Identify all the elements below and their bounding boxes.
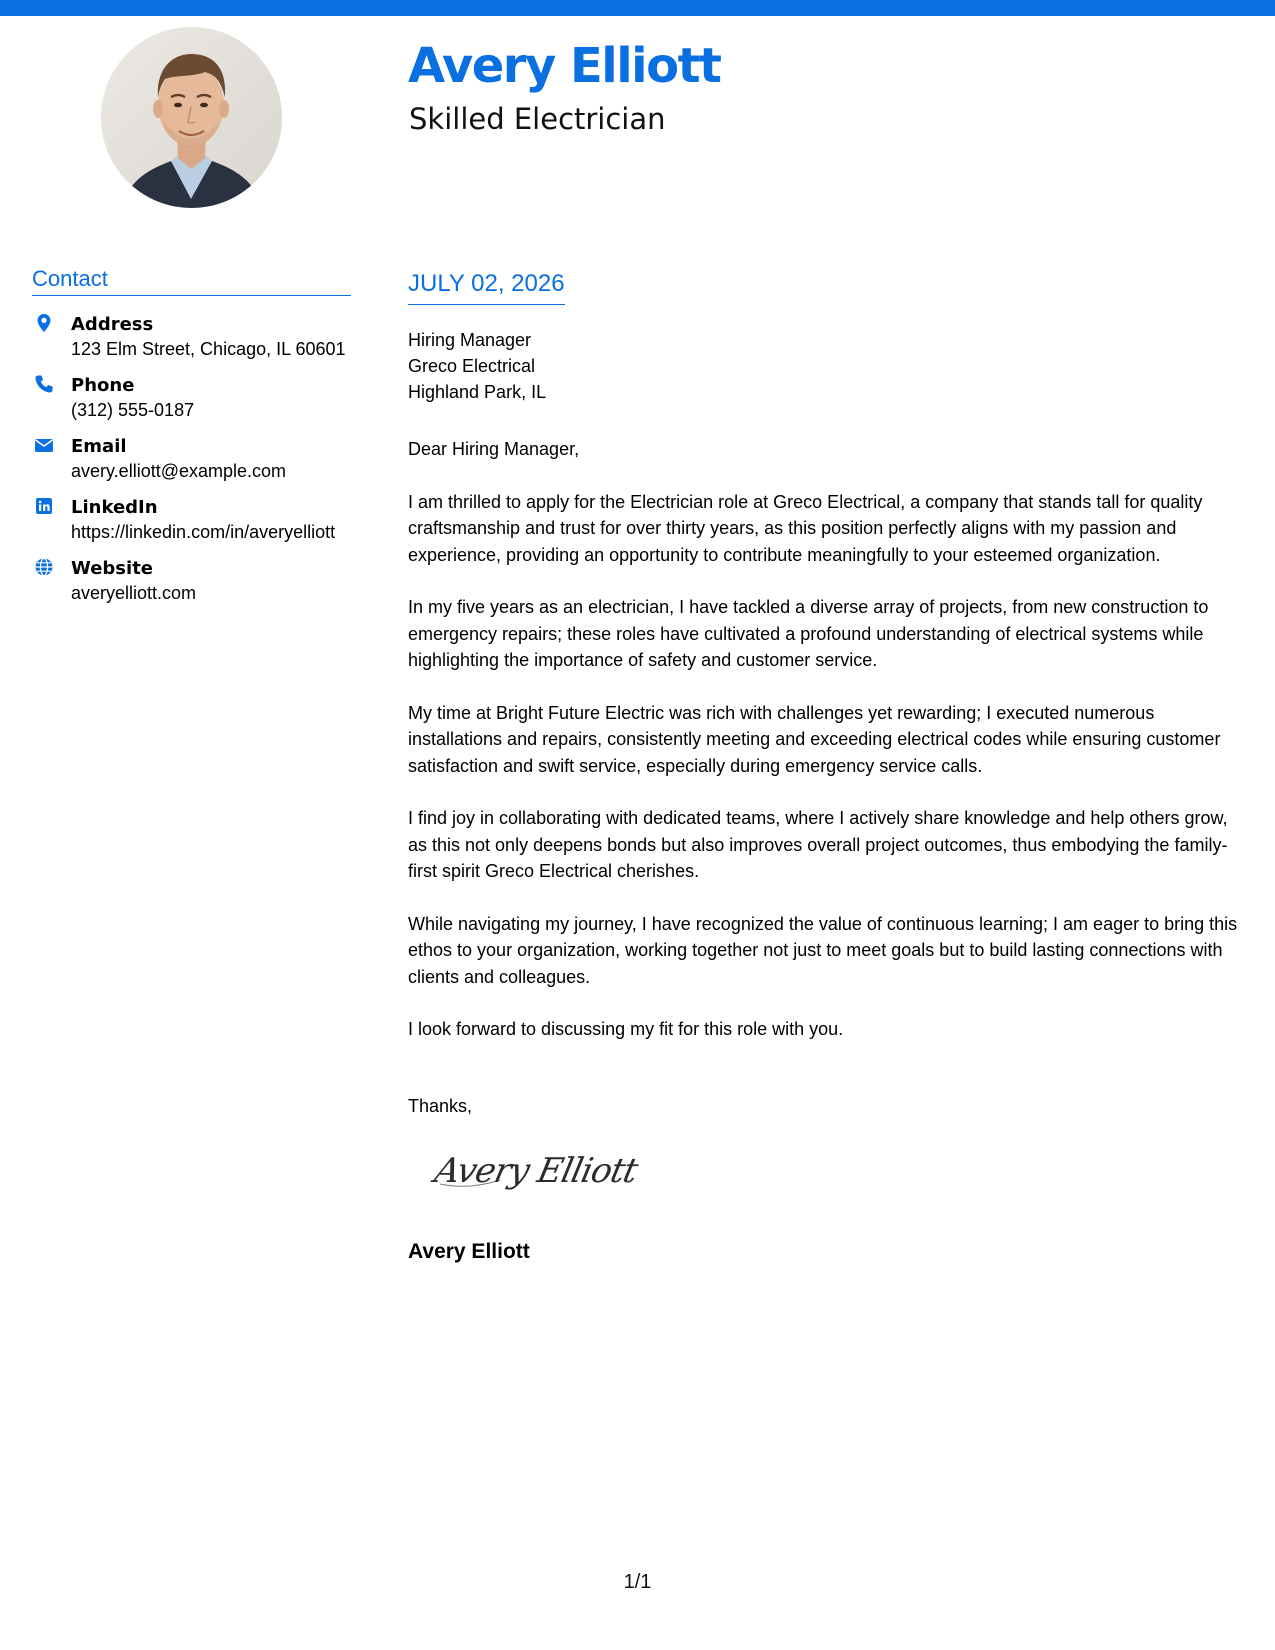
address-value: 123 Elm Street, Chicago, IL 60601	[71, 339, 346, 359]
map-pin-icon	[34, 313, 54, 333]
body-paragraph: While navigating my journey, I have recognized the value of continuous learning; I am eager to bring this ethos to your organization, working together not just to meet goals but to build lasting connections with clients and colleagues.	[408, 913, 1238, 987]
contact-item-address	[32, 312, 362, 362]
linkedin-value[interactable]: https://linkedin.com/in/averyelliott	[71, 522, 336, 542]
contact-label: Website	[71, 558, 154, 579]
globe-icon	[34, 557, 54, 577]
page-number: 1/1	[623, 1571, 652, 1593]
recipient-line: Greco Electrical	[408, 356, 536, 376]
handwritten-signature	[430, 1140, 660, 1200]
recipient-line: Highland Park, IL	[408, 382, 547, 402]
contact-item-linkedin	[32, 495, 362, 545]
contact-label: Phone	[71, 375, 135, 396]
contact-label: LinkedIn	[71, 497, 158, 518]
contact-list	[32, 312, 362, 617]
contact-label: Email	[71, 436, 127, 457]
applicant-title: Skilled Electrician	[409, 102, 666, 136]
letter-body	[408, 436, 1248, 1069]
body-paragraph: I am thrilled to apply for the Electrician role at Greco Electrical, a company that stands tall for quality craftsmanship and trust for over thirty years, as this position perfectly aligns with my passion and experience, providing an opportunity to contribute meaningfully to your esteemed organization.	[408, 491, 1203, 565]
signed-name: Avery Elliott	[408, 1240, 530, 1263]
closing: Thanks,	[408, 1096, 473, 1116]
svg-text:Avery Elliott: Avery Elliott	[431, 1151, 641, 1191]
contact-item-phone	[32, 373, 362, 423]
applicant-name: Avery Elliott	[408, 38, 721, 94]
body-paragraph: I find joy in collaborating with dedicated teams, where I actively share knowledge and help others grow, as this not only deepens bonds but also improves overall project outcomes, thus embodying the family-first spirit Greco Electrical cherishes.	[408, 808, 1228, 881]
letter-date: JULY 02, 2026	[408, 270, 565, 305]
website-value[interactable]: averyelliott.com	[71, 583, 197, 603]
body-paragraph: My time at Bright Future Electric was rich with challenges yet rewarding; I executed numerous installations and repairs, consistently meeting and exceeding electrical codes while ensuring customer satisfaction and swift service, especially during emergency service calls.	[408, 702, 1221, 776]
recipient-line: Hiring Manager	[408, 330, 532, 350]
profile-photo	[101, 27, 282, 208]
salutation: Dear Hiring Manager,	[408, 439, 580, 459]
phone-icon	[34, 374, 54, 394]
contact-heading: Contact	[32, 266, 351, 296]
contact-label: Address	[71, 314, 154, 335]
linkedin-icon	[34, 496, 54, 516]
top-accent-bar	[0, 0, 1275, 16]
phone-value: (312) 555-0187	[71, 400, 195, 420]
contact-item-email	[32, 434, 362, 484]
body-paragraph: In my five years as an electrician, I have tackled a diverse array of projects, from new construction to emergency repairs; these roles have cultivated a profound understanding of electrical systems while highlighting the importance of safety and customer service.	[408, 597, 1209, 670]
contact-item-website	[32, 556, 362, 606]
envelope-icon	[34, 435, 54, 455]
recipient-block	[408, 327, 546, 405]
email-value[interactable]: avery.elliott@example.com	[71, 461, 287, 481]
body-paragraph: I look forward to discussing my fit for this role with you.	[408, 1019, 844, 1039]
